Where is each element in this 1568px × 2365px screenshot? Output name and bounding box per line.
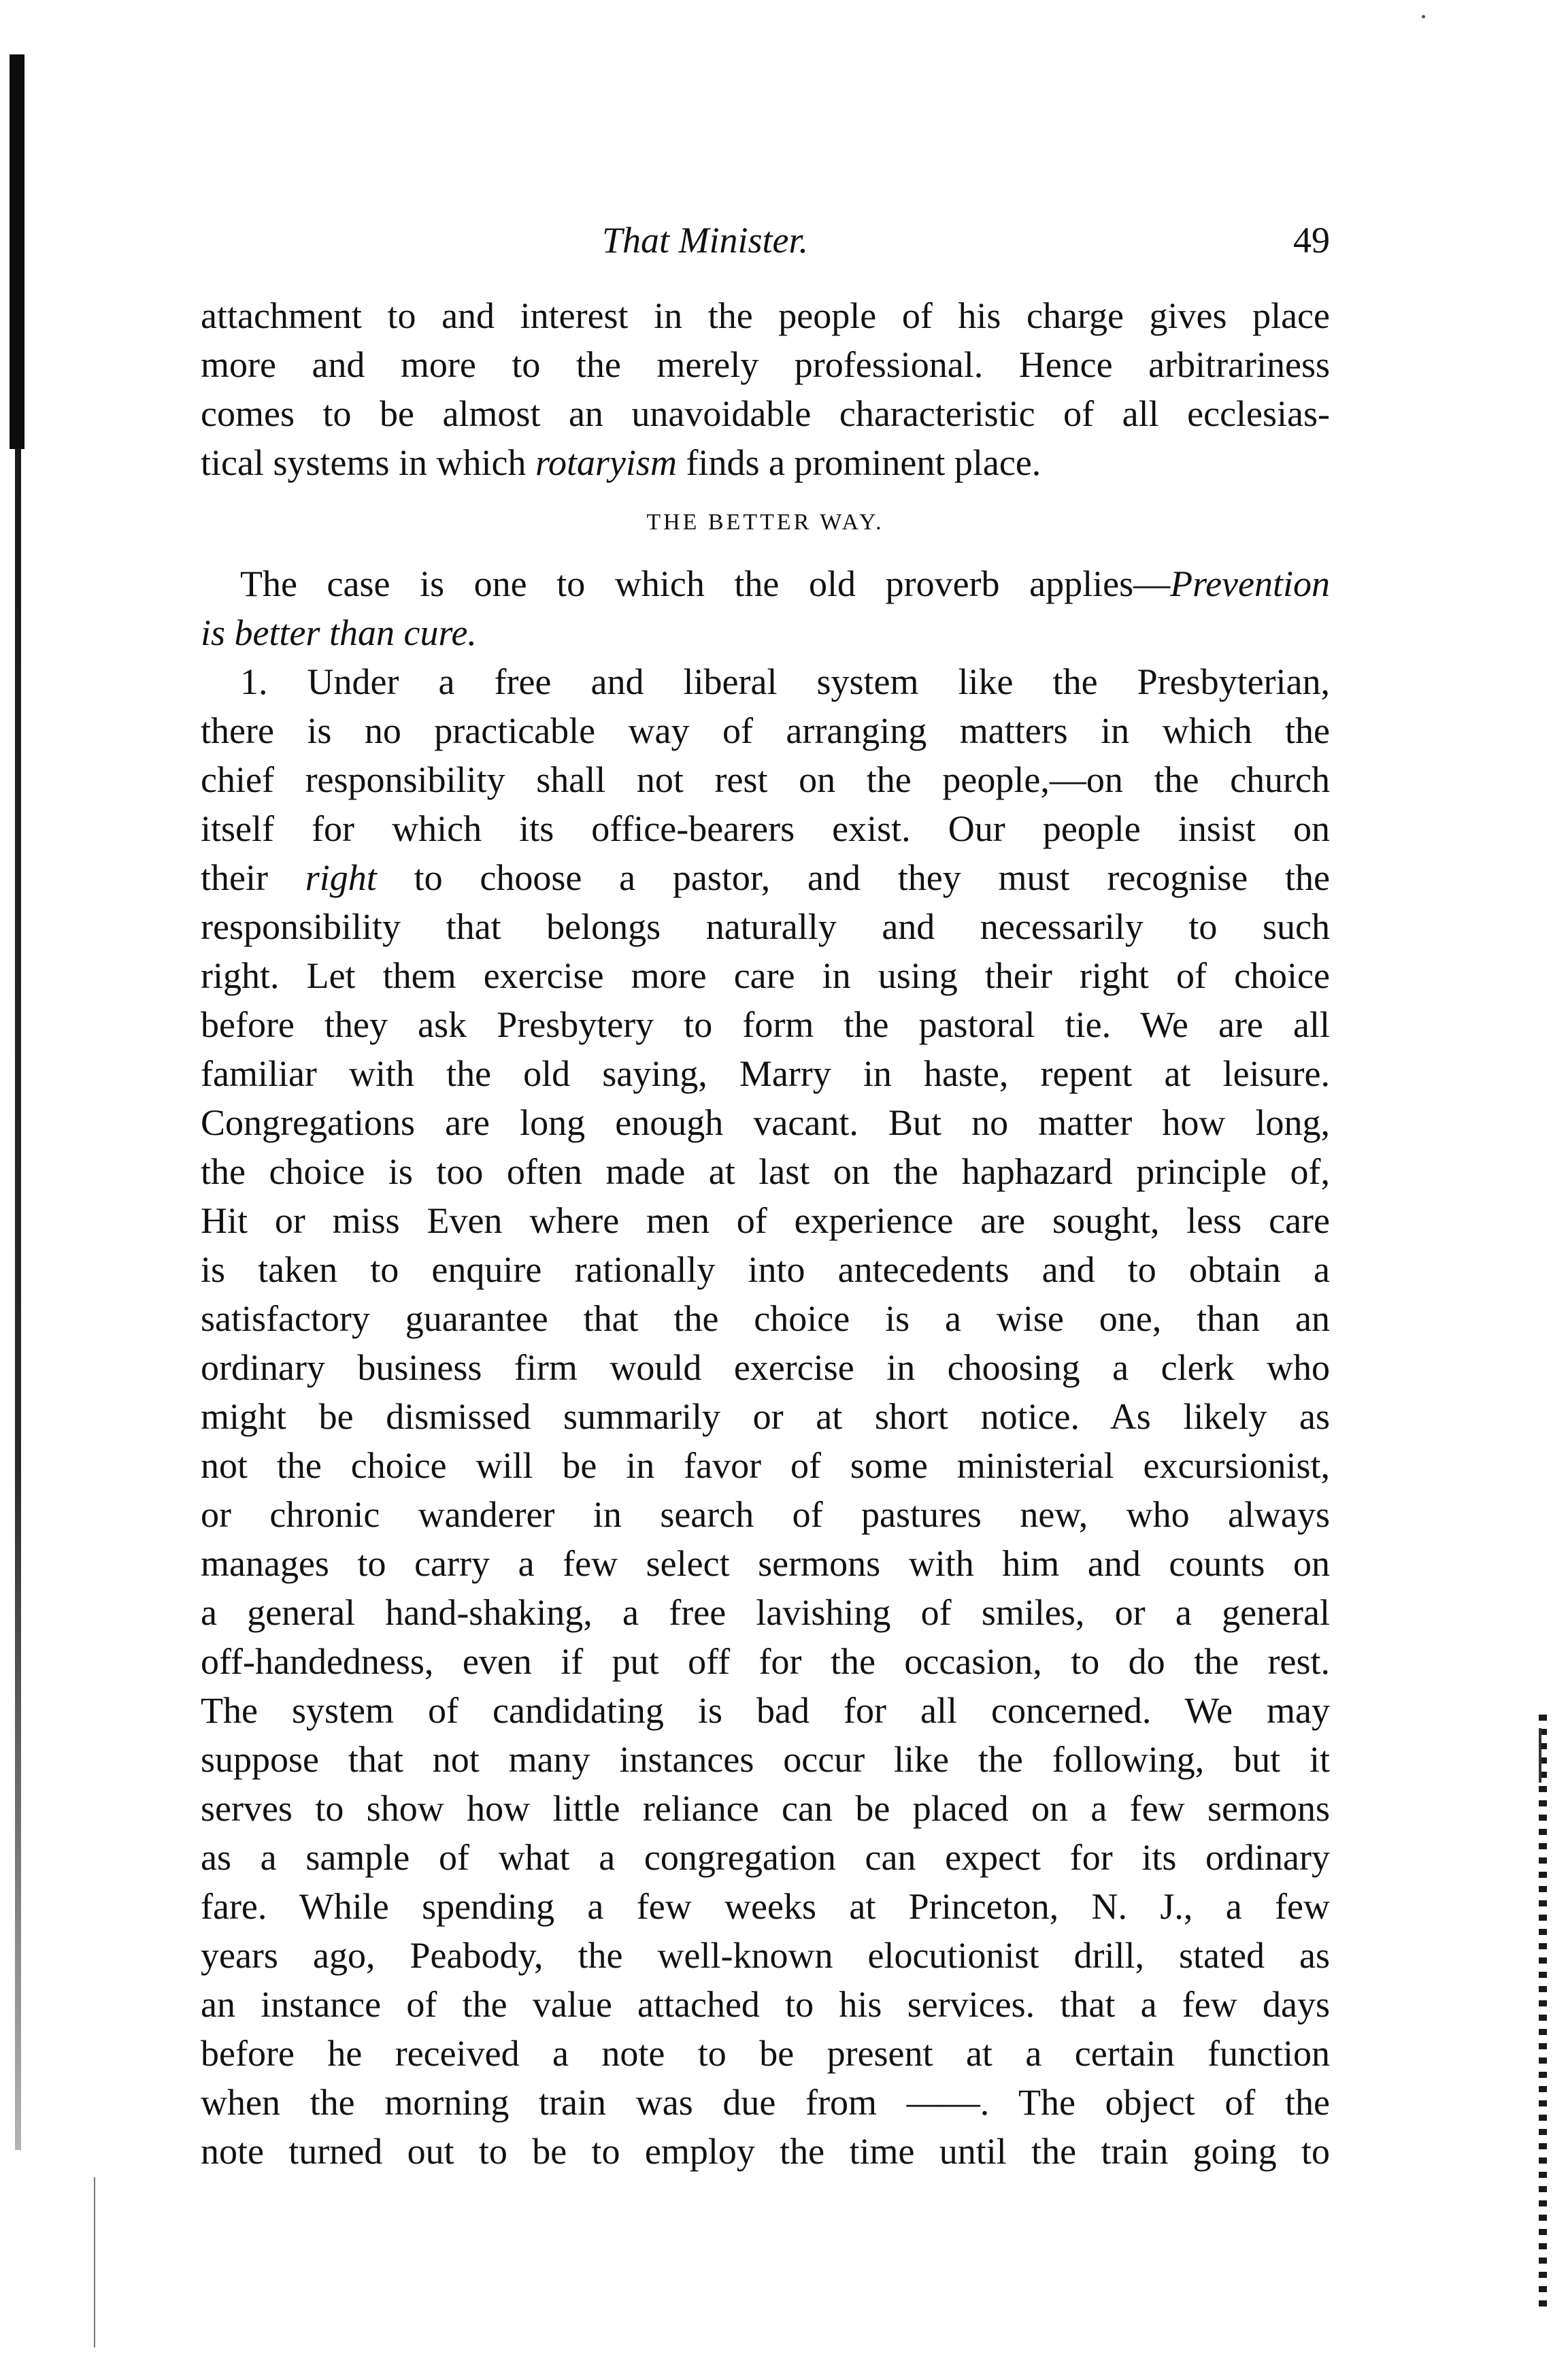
- text-line: ordinary business firm would exercise in choosing a clerk who: [201, 1347, 1330, 1388]
- text-fragment: The case is one to which the old proverb applies—: [240, 563, 1171, 604]
- scan-right-edge-marks: [1539, 1715, 1547, 2313]
- text-line: [201, 438, 1330, 487]
- text-line: before he received a note to be present at a certain function: [201, 2033, 1330, 2074]
- text-line: before they ask Presbytery to form the pastoral tie. We are all: [201, 1004, 1330, 1045]
- text-line: might be dismissed summarily or at short notice. As likely as: [201, 1396, 1330, 1437]
- page-header: [201, 216, 1330, 264]
- text-line: manages to carry a few select sermons with him and counts on: [201, 1543, 1330, 1584]
- text-line: serves to show how little reliance can be placed on a few sermons: [201, 1788, 1330, 1829]
- text-line: a general hand-shaking, a free lavishing of smiles, or a general: [201, 1592, 1330, 1633]
- text-line: an instance of the value attached to his services. that a few days: [201, 1984, 1330, 2025]
- italic-term: Prevention: [1170, 563, 1330, 604]
- italic-term: right: [305, 857, 377, 898]
- text-line: or chronic wanderer in search of pastures new, who always: [201, 1494, 1330, 1535]
- text-fragment: to choose a pastor, and they must recognise the: [376, 857, 1330, 898]
- text-line: responsibility that belongs naturally and necessarily to such: [201, 906, 1330, 947]
- text-line: comes to be almost an unavoidable characteristic of all ecclesias-: [201, 393, 1330, 434]
- text-line: itself for which its office-bearers exist. Our people insist on: [201, 808, 1330, 849]
- text-line: Hit or miss Even where men of experience are sought, less care: [201, 1200, 1330, 1241]
- scan-edge-bar: [10, 54, 24, 449]
- text-line: off-handedness, even if put off for the occasion, to do the rest.: [201, 1641, 1330, 1682]
- scan-edge-hairline: [94, 2177, 95, 2347]
- text-line: [201, 559, 1330, 608]
- text-line: more and more to the merely professional. Hence arbitrariness: [201, 344, 1330, 385]
- scan-edge-shadow: [15, 449, 21, 2150]
- text-fragment: their: [201, 857, 305, 898]
- text-line: years ago, Peabody, the well-known elocutionist drill, stated as: [201, 1935, 1330, 1976]
- text-line: Congregations are long enough vacant. But no matter how long,: [201, 1102, 1330, 1143]
- text-line: the choice is too often made at last on the haphazard principle of,: [201, 1151, 1330, 1192]
- scan-right-edge-line: [1539, 1728, 1541, 1783]
- page-number: 49: [1293, 220, 1330, 261]
- scan-speck: [1422, 15, 1425, 18]
- text-line: [201, 608, 1330, 657]
- section-heading: THE BETTER WAY.: [646, 510, 884, 535]
- text-line: as a sample of what a congregation can expect for its ordinary: [201, 1837, 1330, 1878]
- text-line: The system of candidating is bad for all concerned. We may: [201, 1690, 1330, 1731]
- text-line: when the morning train was due from ——. The object of the: [201, 2082, 1330, 2123]
- text-line: fare. While spending a few weeks at Princeton, N. J., a few: [201, 1886, 1330, 1927]
- text-line: right. Let them exercise more care in using their right of choice: [201, 955, 1330, 996]
- text-line: chief responsibility shall not rest on the people,—on the church: [201, 759, 1330, 800]
- page-body: [201, 291, 1330, 2176]
- running-title: That Minister.: [602, 220, 809, 261]
- text-line: not the choice will be in favor of some ministerial excursionist,: [201, 1445, 1330, 1486]
- text-line: 1. Under a free and liberal system like the Presbyterian,: [240, 661, 1330, 702]
- text-line: suppose that not many instances occur like the following, but it: [201, 1739, 1330, 1780]
- text-line: familiar with the old saying, Marry in haste, repent at leisure.: [201, 1053, 1330, 1094]
- italic-term: is better than cure.: [201, 612, 477, 653]
- text-line: [201, 853, 1330, 902]
- text-fragment: finds a prominent place.: [676, 442, 1041, 483]
- text-line: is taken to enquire rationally into antecedents and to obtain a: [201, 1249, 1330, 1290]
- text-line: attachment to and interest in the people of his charge gives place: [201, 295, 1330, 336]
- italic-term: rotaryism: [535, 442, 677, 483]
- text-fragment: tical systems in which: [201, 442, 535, 483]
- text-line: there is no practicable way of arranging matters in which the: [201, 710, 1330, 751]
- text-line: note turned out to be to employ the time until the train going to: [201, 2131, 1330, 2172]
- text-line: satisfactory guarantee that the choice is a wise one, than an: [201, 1298, 1330, 1339]
